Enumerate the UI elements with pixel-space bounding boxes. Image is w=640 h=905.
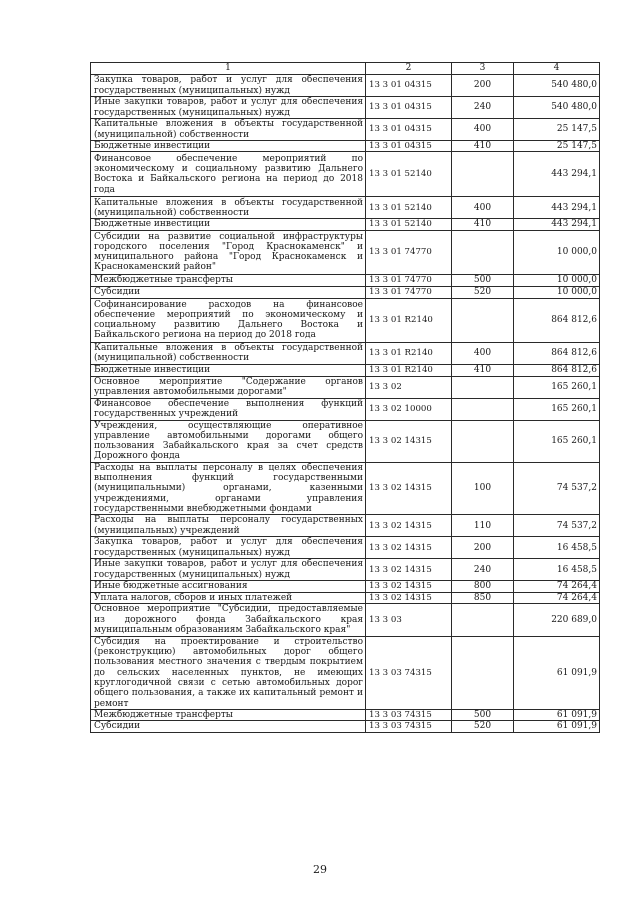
table-row	[91, 603, 600, 636]
table-row	[91, 721, 600, 732]
table-row	[91, 636, 600, 709]
row-amount-cell: 74 264,4	[514, 592, 600, 603]
row-type-cell	[452, 298, 514, 342]
row-type-cell: 400	[452, 197, 514, 219]
row-name-cell: Закупка товаров, работ и услуг для обеспечения государственных (муниципальных) нужд	[91, 537, 366, 559]
row-amount-cell: 540 480,0	[514, 75, 600, 97]
table-row	[91, 592, 600, 603]
table-row	[91, 152, 600, 197]
row-name-cell: Субсидия на проектирование и строительство (реконструкцию) автомобильных дорог общего пользования местного значения с твердым покрытием до сельских населенных пунктов, не имеющих круглогодичной связи с сетью автомобильных дорог общего пользования, а также их капитальный ремонт и ремонт	[91, 636, 366, 709]
row-name-cell: Софинансирование расходов на финансовое обеспечение мероприятий по экономическому и социальному развитию Дальнего Востока и Байкальского региона на период до 2018 года	[91, 298, 366, 342]
row-code-cell: 13 3 03	[366, 603, 452, 636]
row-code-cell: 13 3 01 R2140	[366, 364, 452, 376]
row-type-cell: 500	[452, 709, 514, 720]
row-amount-cell: 61 091,9	[514, 721, 600, 732]
row-name-cell: Расходы на выплаты персоналу государственных (муниципальных) учреждений	[91, 515, 366, 537]
row-amount-cell: 61 091,9	[514, 709, 600, 720]
table-body	[91, 75, 600, 733]
table-row	[91, 398, 600, 420]
row-name-cell: Субсидии	[91, 721, 366, 732]
row-code-cell: 13 3 01 74770	[366, 274, 452, 286]
row-type-cell: 200	[452, 537, 514, 559]
row-code-cell: 13 3 03 74315	[366, 636, 452, 709]
table-row	[91, 97, 600, 119]
row-code-cell: 13 3 01 04315	[366, 119, 452, 141]
row-amount-cell: 74 264,4	[514, 581, 600, 592]
row-amount-cell: 16 458,5	[514, 559, 600, 581]
row-type-cell	[452, 398, 514, 420]
row-name-cell: Иные закупки товаров, работ и услуг для обеспечения государственных (муниципальных) нужд	[91, 97, 366, 119]
row-name-cell: Основное мероприятие "Субсидии, предоставляемые из дорожного фонда Забайкальского края муниципальным образованиям Забайкальского края"	[91, 603, 366, 636]
row-name-cell: Межбюджетные трансферты	[91, 274, 366, 286]
header-column-3: 3	[452, 63, 514, 75]
row-type-cell: 110	[452, 515, 514, 537]
row-amount-cell: 220 689,0	[514, 603, 600, 636]
budget-table	[90, 62, 600, 733]
row-name-cell: Субсидии	[91, 286, 366, 298]
row-name-cell: Финансовое обеспечение мероприятий по экономическому и социальному развитию Дальнего Востока и Байкальского региона на период до 2018 года	[91, 152, 366, 197]
row-name-cell: Расходы на выплаты персоналу в целях обеспечения выполнения функций государственными (муниципальными) органами, казенными учреждениями, органами управления государственными внебюджетными фондами	[91, 462, 366, 514]
row-code-cell: 13 3 01 R2140	[366, 342, 452, 364]
row-code-cell: 13 3 01 R2140	[366, 298, 452, 342]
row-amount-cell: 165 260,1	[514, 420, 600, 462]
row-code-cell: 13 3 01 52140	[366, 219, 452, 230]
row-amount-cell: 443 294,1	[514, 152, 600, 197]
table-row	[91, 420, 600, 462]
table-row	[91, 364, 600, 376]
row-type-cell: 400	[452, 119, 514, 141]
row-type-cell: 520	[452, 721, 514, 732]
row-amount-cell: 25 147,5	[514, 119, 600, 141]
row-amount-cell: 443 294,1	[514, 219, 600, 230]
row-name-cell: Субсидии на развитие социальной инфраструктуры городского поселения "Город Краснокаменск" и муниципального района "Город Краснокаменск и Краснокаменский район"	[91, 230, 366, 274]
row-type-cell: 410	[452, 219, 514, 230]
row-amount-cell: 864 812,6	[514, 364, 600, 376]
row-code-cell: 13 3 01 74770	[366, 230, 452, 274]
table-row	[91, 286, 600, 298]
row-code-cell: 13 3 01 52140	[366, 152, 452, 197]
row-name-cell: Иные закупки товаров, работ и услуг для обеспечения государственных (муниципальных) нужд	[91, 559, 366, 581]
row-type-cell: 410	[452, 364, 514, 376]
table-row	[91, 376, 600, 398]
table-row	[91, 342, 600, 364]
row-name-cell: Учреждения, осуществляющие оперативное управление автомобильными дорогами общего пользования Забайкальского края за счет средств Дорожного фонда	[91, 420, 366, 462]
row-amount-cell: 540 480,0	[514, 97, 600, 119]
row-code-cell: 13 3 01 04315	[366, 75, 452, 97]
row-name-cell: Финансовое обеспечение выполнения функций государственных учреждений	[91, 398, 366, 420]
row-code-cell: 13 3 01 04315	[366, 141, 452, 152]
row-amount-cell: 10 000,0	[514, 230, 600, 274]
row-name-cell: Капитальные вложения в объекты государственной (муниципальной) собственности	[91, 119, 366, 141]
row-name-cell: Уплата налогов, сборов и иных платежей	[91, 592, 366, 603]
table-row	[91, 197, 600, 219]
row-type-cell: 100	[452, 462, 514, 514]
row-name-cell: Межбюджетные трансферты	[91, 709, 366, 720]
row-type-cell: 800	[452, 581, 514, 592]
table-row	[91, 559, 600, 581]
row-type-cell: 520	[452, 286, 514, 298]
row-type-cell	[452, 376, 514, 398]
table-row	[91, 298, 600, 342]
row-amount-cell: 74 537,2	[514, 462, 600, 514]
row-type-cell	[452, 230, 514, 274]
page-number: 29	[313, 863, 327, 876]
row-code-cell: 13 3 03 74315	[366, 709, 452, 720]
row-type-cell: 240	[452, 97, 514, 119]
row-code-cell: 13 3 01 04315	[366, 97, 452, 119]
row-amount-cell: 61 091,9	[514, 636, 600, 709]
header-column-1: 1	[91, 63, 366, 75]
header-column-2: 2	[366, 63, 452, 75]
table-row	[91, 537, 600, 559]
row-type-cell: 240	[452, 559, 514, 581]
row-name-cell: Капитальные вложения в объекты государственной (муниципальной) собственности	[91, 342, 366, 364]
row-code-cell: 13 3 02 14315	[366, 592, 452, 603]
row-code-cell: 13 3 02 10000	[366, 398, 452, 420]
row-name-cell: Бюджетные инвестиции	[91, 141, 366, 152]
row-amount-cell: 864 812,6	[514, 342, 600, 364]
row-code-cell: 13 3 02 14315	[366, 537, 452, 559]
row-name-cell: Бюджетные инвестиции	[91, 219, 366, 230]
row-code-cell: 13 3 02 14315	[366, 515, 452, 537]
table-row	[91, 515, 600, 537]
row-code-cell: 13 3 02 14315	[366, 462, 452, 514]
row-type-cell	[452, 636, 514, 709]
row-amount-cell: 864 812,6	[514, 298, 600, 342]
row-name-cell: Основное мероприятие "Содержание органов управления автомобильными дорогами"	[91, 376, 366, 398]
table-row	[91, 274, 600, 286]
row-code-cell: 13 3 02 14315	[366, 420, 452, 462]
row-type-cell: 850	[452, 592, 514, 603]
row-amount-cell: 165 260,1	[514, 376, 600, 398]
row-amount-cell: 443 294,1	[514, 197, 600, 219]
row-amount-cell: 10 000,0	[514, 286, 600, 298]
row-code-cell: 13 3 01 52140	[366, 197, 452, 219]
row-type-cell: 400	[452, 342, 514, 364]
table-row	[91, 119, 600, 141]
row-type-cell	[452, 152, 514, 197]
row-amount-cell: 165 260,1	[514, 398, 600, 420]
row-code-cell: 13 3 02 14315	[366, 581, 452, 592]
row-name-cell: Капитальные вложения в объекты государственной (муниципальной) собственности	[91, 197, 366, 219]
row-amount-cell: 25 147,5	[514, 141, 600, 152]
row-amount-cell: 74 537,2	[514, 515, 600, 537]
table-row	[91, 230, 600, 274]
header-column-4: 4	[514, 63, 600, 75]
row-type-cell: 200	[452, 75, 514, 97]
row-type-cell	[452, 603, 514, 636]
row-type-cell: 500	[452, 274, 514, 286]
table-header-row	[91, 63, 600, 75]
table-row	[91, 581, 600, 592]
row-code-cell: 13 3 02	[366, 376, 452, 398]
row-type-cell	[452, 420, 514, 462]
row-name-cell: Иные бюджетные ассигнования	[91, 581, 366, 592]
table-row	[91, 709, 600, 720]
row-amount-cell: 16 458,5	[514, 537, 600, 559]
table-row	[91, 141, 600, 152]
row-type-cell: 410	[452, 141, 514, 152]
row-name-cell: Бюджетные инвестиции	[91, 364, 366, 376]
row-amount-cell: 10 000,0	[514, 274, 600, 286]
row-code-cell: 13 3 01 74770	[366, 286, 452, 298]
row-name-cell: Закупка товаров, работ и услуг для обеспечения государственных (муниципальных) нужд	[91, 75, 366, 97]
row-code-cell: 13 3 02 14315	[366, 559, 452, 581]
row-code-cell: 13 3 03 74315	[366, 721, 452, 732]
table-row	[91, 219, 600, 230]
table-row	[91, 75, 600, 97]
table-row	[91, 462, 600, 514]
